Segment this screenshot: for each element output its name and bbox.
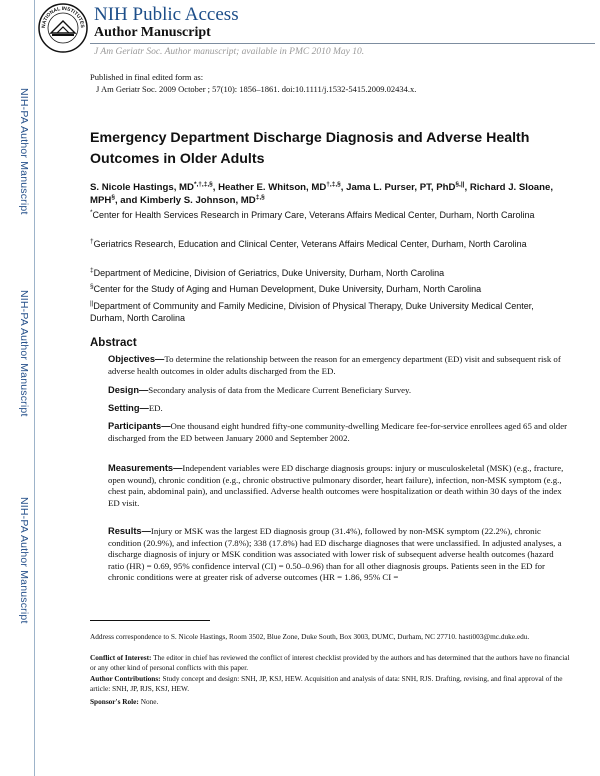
author-marks: *,†,‡,§ bbox=[193, 180, 213, 188]
author-marks: § bbox=[111, 193, 115, 201]
author-marks: ‡,§ bbox=[255, 193, 265, 201]
affiliation: †Geriatrics Research, Education and Clinical Center, Veterans Affairs Medical Center, Durham, North Carolina bbox=[90, 238, 527, 249]
citation-line: J Am Geriatr Soc. 2009 October ; 57(10): 1856–1861. doi:10.1111/j.1532-5415.2009.02434.x. bbox=[96, 84, 417, 94]
nih-logo-icon bbox=[38, 3, 88, 53]
abstract-participants: Participants—One thousand eight hundred fifty-one community-dwelling Medicare fee-for-service enrollees aged 65 and older discharged from the ED between January 2000 and September 2002. bbox=[108, 421, 568, 443]
correspondence-note: Address correspondence to S. Nicole Hastings, Room 3502, Blue Zone, Duke South, Box 3003, DUMC, Durham, NC 27710. hasti003@mc.duke.edu. bbox=[90, 632, 530, 641]
author-name: Richard J. Sloane, MPH bbox=[90, 182, 554, 206]
affiliation: *Center for Health Services Research in Primary Care, Veterans Affairs Medical Center, Durham, North Carolina bbox=[90, 209, 535, 220]
author-name: Kimberly S. Johnson, MD bbox=[140, 195, 256, 206]
author-name: S. Nicole Hastings, MD bbox=[90, 182, 194, 193]
conflict-note: Conflict of Interest: The editor in chief has reviewed the conflict of interest checklist provided by the authors and has determined that the authors have no financial or any other kind of personal conflicts with this paper. bbox=[90, 653, 570, 672]
author-list: S. Nicole Hastings, MD*,†,‡,§, Heather E. Whitson, MD†,‡,§, Jama L. Purser, PT, PhD§,||, Richard J. Sloane, MPH§, and Kimberly S. Johnson, MD‡,§ bbox=[90, 180, 554, 206]
sidebar-label-middle: NIH-PA Author Manuscript bbox=[18, 290, 30, 417]
abstract-results: Results—Injury or MSK was the largest ED diagnosis group (31.4%), followed by non-MSK symptom (22.2%), chronic condition (20.9%), and infection (7.8%); 338 (17.8%) had ED discharge diagnoses that were unclassified. In adjusted analyses, a discharge diagnosis of injury or MSK condition was associated with lower risk of subsequent adverse health outcomes (hazard ratio (HR) = 0.69, 95% confidence interval (CI) = 0.50–0.96) than for all other diagnosis groups. Patients seen in the ED for chronic conditions were at greater risk of adverse outcomes (HR = 1.86, 95% CI = bbox=[108, 526, 562, 583]
sidebar-label-bottom: NIH-PA Author Manuscript bbox=[18, 497, 30, 624]
author-name: Jama L. Purser, PT, PhD bbox=[346, 182, 456, 193]
affiliation: ||Department of Community and Family Medicine, Division of Physical Therapy, Duke University Medical Center, Durham, North Carolina bbox=[90, 300, 534, 323]
journal-availability: J Am Geriatr Soc. Author manuscript; available in PMC 2010 May 10. bbox=[94, 47, 365, 57]
footnote-rule bbox=[90, 620, 210, 621]
abstract-heading: Abstract bbox=[90, 337, 137, 349]
header-title: NIH Public Access bbox=[94, 4, 239, 25]
affiliation: ‡Department of Medicine, Division of Geriatrics, Duke University, Durham, North Carolina bbox=[90, 267, 445, 278]
article-title: Emergency Department Discharge Diagnosis and Adverse Health Outcomes in Older Adults bbox=[90, 130, 530, 167]
abstract-design: Design—Secondary analysis of data from the Medicare Current Beneficiary Survey. bbox=[108, 385, 412, 395]
abstract-setting: Setting—ED. bbox=[108, 403, 163, 413]
author-marks: †,‡,§ bbox=[326, 180, 341, 188]
sidebar-watermark bbox=[0, 0, 35, 776]
published-label: Published in final edited form as: bbox=[90, 72, 204, 82]
header-rule bbox=[90, 43, 595, 44]
abstract-measurements: Measurements—Independent variables were ED discharge diagnosis groups: injury or musculoskeletal (MSK) (e.g., fracture, open wound), chronic condition (e.g., chronic obstructive pulmonary disorder, heart failure), infection, non-MSK symptom (e.g., chest pain, abdominal pain), and unclassified. Adverse health outcomes were hospitalization or death within 30 days of the index ED visit. bbox=[108, 463, 564, 508]
sidebar-label-top: NIH-PA Author Manuscript bbox=[18, 88, 30, 215]
abstract-objectives: Objectives—To determine the relationship between the reason for an emergency department (ED) visit and subsequent risk of adverse health outcomes in older adults discharged from the ED. bbox=[108, 354, 561, 376]
header-subtitle: Author Manuscript bbox=[94, 25, 211, 40]
logo-text: NATIONAL INSTITUTES bbox=[40, 5, 86, 29]
sponsor-note: Sponsor's Role: None. bbox=[90, 697, 159, 706]
contributions-note: Author Contributions: Study concept and design: SNH, JP, KSJ, HEW. Acquisition and analysis of data: SNH, RJS. Drafting, revising, and final approval of the article: SNH, JP, RJS, KSJ, HEW. bbox=[90, 674, 563, 693]
author-name: Heather E. Whitson, MD bbox=[218, 182, 327, 193]
author-marks: §,|| bbox=[455, 180, 465, 188]
affiliation: §Center for the Study of Aging and Human Development, Duke University, Durham, North Carolina bbox=[90, 283, 482, 294]
